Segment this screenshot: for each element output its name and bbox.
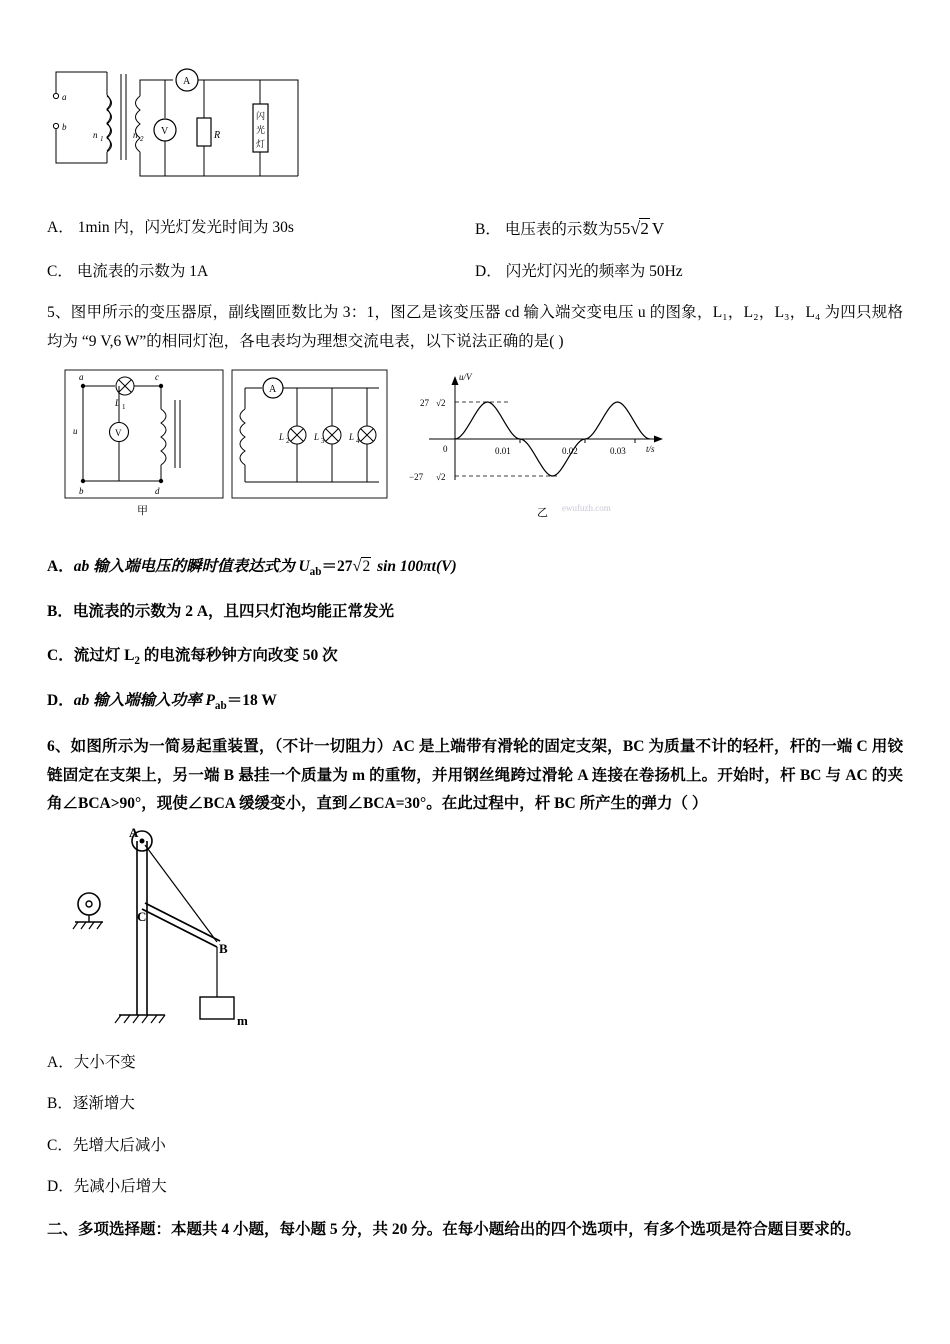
- q4-option-b-label: B．: [475, 221, 501, 238]
- q5-option-a-mid: ＝27: [321, 558, 353, 576]
- q6-stem: [47, 733, 903, 819]
- q5-stem-text: 图甲所示的变压器原，副线圈匝数比为 3：1，图乙是该变压器 cd 输入端交变电压 u 的图象，L₁，L₂，L₃，L₄ 为四只规格均为 “9 V,6 W”的相同灯泡，各电表均为理想交流电表，以下说法正确的是( ): [47, 304, 903, 350]
- q6-option-c-text: 先增大后减小: [72, 1136, 166, 1154]
- q5-option-d-label: D．: [47, 691, 74, 709]
- q6-option-d[interactable]: [47, 1170, 903, 1203]
- svg-text:1: 1: [100, 135, 104, 143]
- q6-option-d-label: D．: [47, 1177, 74, 1195]
- q5-option-a-pre: ab 输入端电压的瞬时值表达式为 U: [73, 558, 310, 576]
- q5-option-a-label: A．: [47, 558, 74, 576]
- q5-option-d-post: ＝18 W: [226, 691, 277, 709]
- q5-figure: [47, 364, 903, 534]
- svg-text:乙: 乙: [537, 507, 548, 520]
- svg-text:b: b: [62, 122, 67, 132]
- svg-text:V: V: [115, 428, 122, 439]
- svg-text:n: n: [93, 130, 98, 140]
- svg-text:a: a: [79, 372, 84, 383]
- svg-text:0.02: 0.02: [562, 446, 578, 457]
- q5-option-c-pre: 流过灯 L: [73, 646, 135, 664]
- q5-option-c-sub: 2: [134, 654, 140, 667]
- q6-option-b-text: 逐渐增大: [72, 1095, 135, 1113]
- svg-text:u/V: u/V: [459, 372, 472, 383]
- svg-text:R: R: [214, 130, 221, 141]
- svg-text:n: n: [133, 130, 138, 140]
- q5-option-b[interactable]: [47, 595, 903, 628]
- q4-option-c[interactable]: [47, 256, 475, 287]
- svg-text:d: d: [155, 486, 160, 497]
- q6-option-a-label: A．: [47, 1053, 74, 1071]
- svg-text:A: A: [269, 384, 277, 396]
- svg-text:4: 4: [356, 437, 360, 446]
- svg-text:0.03: 0.03: [610, 446, 626, 457]
- svg-text:光: 光: [256, 125, 266, 135]
- svg-text:u: u: [73, 426, 78, 437]
- q6-option-c[interactable]: [47, 1129, 903, 1162]
- q5-option-c-post: 的电流每秒钟方向改变 50 次: [140, 646, 338, 664]
- q5-option-d-pre: ab 输入端输入功率 P: [73, 691, 215, 709]
- q5-stem: [47, 299, 903, 356]
- svg-text:27: 27: [420, 398, 429, 409]
- q5-option-b-label: B．: [47, 603, 73, 621]
- svg-text:闪: 闪: [256, 111, 266, 121]
- q4-option-b-text: 电压表的示数为: [504, 221, 614, 238]
- svg-text:a: a: [62, 92, 67, 102]
- svg-text:B: B: [219, 940, 228, 956]
- svg-text:L: L: [279, 432, 285, 443]
- q4-option-d[interactable]: [475, 256, 903, 287]
- q6-option-b-label: B．: [47, 1095, 73, 1113]
- q4-options-row-2: [47, 256, 903, 287]
- q5-option-a-root: √ 2: [352, 550, 373, 583]
- section-two-heading: 二、多项选择题：本题共 4 小题，每小题 5 分，共 20 分。在每小题给出的四个选项中，有多个选项是符合题目要求的。: [47, 1221, 861, 1239]
- svg-text:ewufuzh.com: ewufuzh.com: [562, 503, 611, 514]
- q6-number: 6、: [47, 737, 71, 755]
- q6-option-c-label: C．: [47, 1136, 73, 1154]
- svg-text:A: A: [129, 824, 139, 840]
- svg-text:1: 1: [122, 403, 126, 412]
- svg-text:b: b: [79, 486, 84, 497]
- svg-text:A: A: [183, 76, 191, 87]
- q6-stem-text: 如图所示为一简易起重装置，（不计一切阻力）AC 是上端带有滑轮的固定支架，BC 为质量不计的轻杆，杆的一端 C 用铰链固定在支架上，另一端 B 悬挂一个质量为 m 的重物，并用钢丝绳跨过滑轮 A 连接在卷扬机上。开始时，杆 BC 与 AC 的夹角∠BCA>90°，现使∠BCA 缓缓变小，直到∠BCA=30°。在此过程中，杆 BC 所产生的弹力（ ）: [47, 737, 903, 813]
- q6-option-d-text: 先减小后增大: [73, 1177, 167, 1195]
- svg-text:m: m: [237, 1012, 248, 1028]
- svg-text:L: L: [314, 432, 320, 443]
- q5-option-a-sub: ab: [309, 566, 322, 579]
- q5-option-c-label: C．: [47, 646, 74, 664]
- svg-text:C: C: [137, 908, 147, 924]
- q6-figure: [47, 825, 903, 1040]
- q4-option-d-text: 闪光灯闪光的频率为 50Hz: [505, 263, 683, 280]
- q5-option-a-post: sin 100πt(V): [373, 558, 457, 576]
- q6-option-a-text: 大小不变: [73, 1053, 136, 1071]
- q4-option-b-math: 55 √ 2 V: [613, 212, 664, 246]
- svg-text:L: L: [115, 398, 121, 409]
- svg-text:灯: 灯: [256, 139, 266, 149]
- svg-text:2: 2: [140, 135, 144, 143]
- svg-text:0.01: 0.01: [495, 446, 511, 457]
- svg-text:c: c: [155, 372, 159, 383]
- svg-text:L: L: [349, 432, 355, 443]
- q5-option-a[interactable]: [47, 550, 903, 585]
- svg-text:−27: −27: [409, 472, 424, 483]
- q4-option-c-label: C．: [47, 263, 73, 280]
- q4-figure: [47, 60, 903, 200]
- q4-option-b[interactable]: [475, 212, 903, 246]
- svg-text:√2: √2: [436, 398, 446, 409]
- q4-option-a[interactable]: [47, 212, 475, 246]
- q5-option-c[interactable]: [47, 639, 903, 674]
- q6-option-a[interactable]: [47, 1046, 903, 1079]
- q5-option-d-sub: ab: [214, 699, 227, 712]
- q4-options-row-1: [47, 212, 903, 246]
- q4-option-c-text: 电流表的示数为 1A: [76, 263, 209, 280]
- svg-text:2: 2: [286, 437, 290, 446]
- page-content: [47, 60, 903, 1239]
- q6-options: [47, 1046, 903, 1203]
- q5-option-d[interactable]: [47, 684, 903, 719]
- svg-text:甲: 甲: [137, 505, 148, 518]
- svg-text:0: 0: [443, 444, 448, 455]
- svg-text:3: 3: [321, 437, 325, 446]
- q4-option-a-text: 1min 内，闪光灯发光时间为 30s: [77, 219, 294, 236]
- svg-text:√2: √2: [436, 472, 446, 483]
- svg-text:t/s: t/s: [646, 444, 655, 455]
- q5-options: [47, 550, 903, 719]
- q4-option-a-label: A．: [47, 219, 74, 236]
- q5-option-b-text: 电流表的示数为 2 A，且四只灯泡均能正常发光: [72, 603, 395, 621]
- svg-text:V: V: [161, 126, 169, 137]
- q4-option-d-label: D．: [475, 263, 502, 280]
- q5-number: 5、: [47, 304, 71, 321]
- q6-option-b[interactable]: [47, 1087, 903, 1120]
